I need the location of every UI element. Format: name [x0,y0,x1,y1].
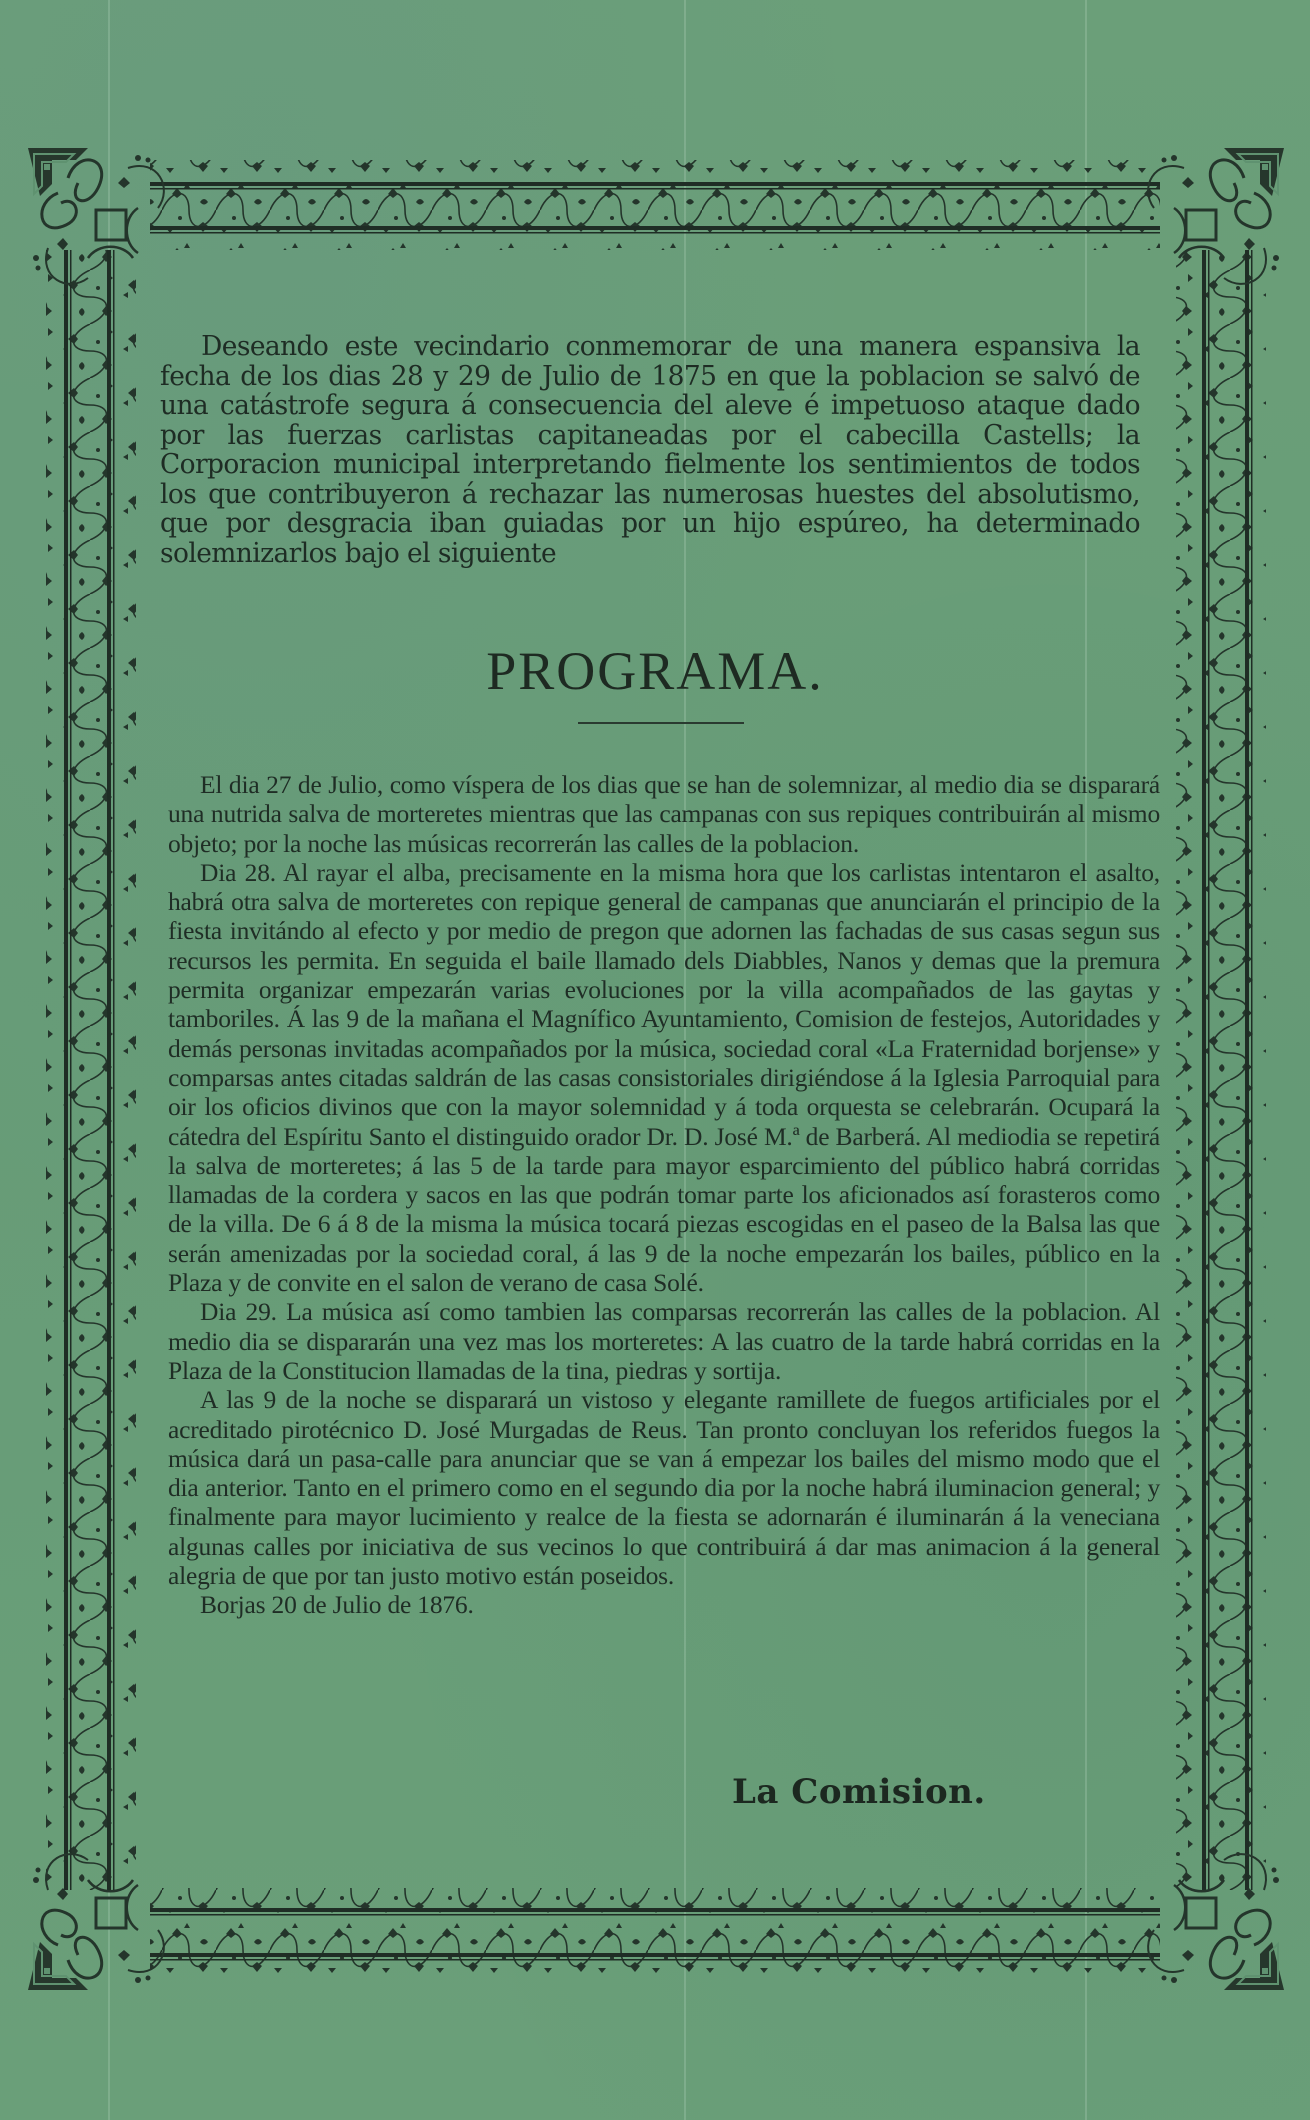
section-noche-29: A las 9 de la noche se disparará un vistoso y elegante ramillete de fuegos artificiales por el acreditado pirotécnico D. José Murgadas de Reus. Tan pronto concluyan los referidos fuegos la música dará un pasa-calle para anunciar que se van á empezar los bailes del mismo modo que el dia anterior. Tanto en el primero como en el segundo dia por la noche habrá iluminacion general; y finalmente para mayor lucimiento y realce de la fiesta se adornarán é iluminarán á la veneciana algunas calles por iniciativa de sus vecinos lo que contribuirá á dar mas animacion á la general alegria de que por tan justo motivo están poseidos. [168,1385,1160,1591]
program-body [168,770,1160,1620]
intro-paragraph [160,332,1140,568]
section-dia-29: Dia 29. La música así como tambien las comparsas recorrerán las calles de la poblacion. Al medio dia se dispararán una vez mas los morteretes: A las cuatro de la tarde habrá corridas en la Plaza de la Constitucion llamadas de la tina, piedras y sortija. [168,1297,1160,1385]
signature: La Comision. [732,1772,986,1812]
paper-fold-line [108,0,110,2120]
section-dia-27: El dia 27 de Julio, como víspera de los dias que se han de solemnizar, al medio dia se disparará una nutrida salva de morteretes mientras que las campanas con sus repiques contribuirán al mismo objeto; por la noche las músicas recorrerán las calles de la poblacion. [168,770,1160,858]
section-dia-28: Dia 28. Al rayar el alba, precisamente en la misma hora que los carlistas intentaron el asalto, habrá otra salva de morteretes con repique general de campanas que anunciarán el principio de la fiesta invitándo al efecto y por medio de pregon que adornen las fachadas de sus casas segun sus recursos les permita. En seguida el baile llamado dels Diabbles, Nanos y demas que la premura permita organizar empezarán varias evoluciones por la villa acompañados de las gaytas y tamboriles. Á las 9 de la mañana el Magnífico Ayuntamiento, Comision de festejos, Autoridades y demás personas invitadas acompañados por la música, sociedad coral «La Fraternidad borjense» y comparsas antes citadas saldrán de las casas consistoriales dirigiéndose á la Iglesia Parroquial para oir los oficios divinos que con la mayor solemnidad y á toda orquesta se celebrarán. Ocupará la cátedra del Espíritu Santo el distinguido orador Dr. D. José M.ª de Barberá. Al mediodia se repetirá la salva de morteretes; á las 5 de la tarde para mayor esparcimiento del público habrá corridas llamadas de la cordera y sacos en las que podrán tomar parte los aficionados así forasteros como de la villa. De 6 á 8 de la misma la música tocará piezas escogidas en el paseo de la Balsa las que serán amenizadas por la sociedad coral, á las 9 de la noche empezarán los bailes, público en la Plaza y de convite en el salon de verano de casa Solé. [168,857,1160,1298]
place-date: Borjas 20 de Julio de 1876. [200,1590,474,1620]
title-divider [578,722,744,724]
intro-text: Deseando este vecindario conmemorar de una manera espansiva la fecha de los dias 28 y 29 de Julio de 1875 en que la poblacion se salvó de una catástrofe segura á consecuencia del aleve é impetuoso ataque dado por las fuerzas carlistas capitaneadas por el cabecilla Castells; la Corporacion municipal interpretando fielmente los sentimientos de todos los que contribuyeron á rechazar las numerosas huestes del absolutismo, que por desgracia iban guiadas por un hijo espúreo, ha determinado solemnizarlos bajo el siguiente [160,331,1140,569]
page-title: PROGRAMA. [486,641,824,701]
